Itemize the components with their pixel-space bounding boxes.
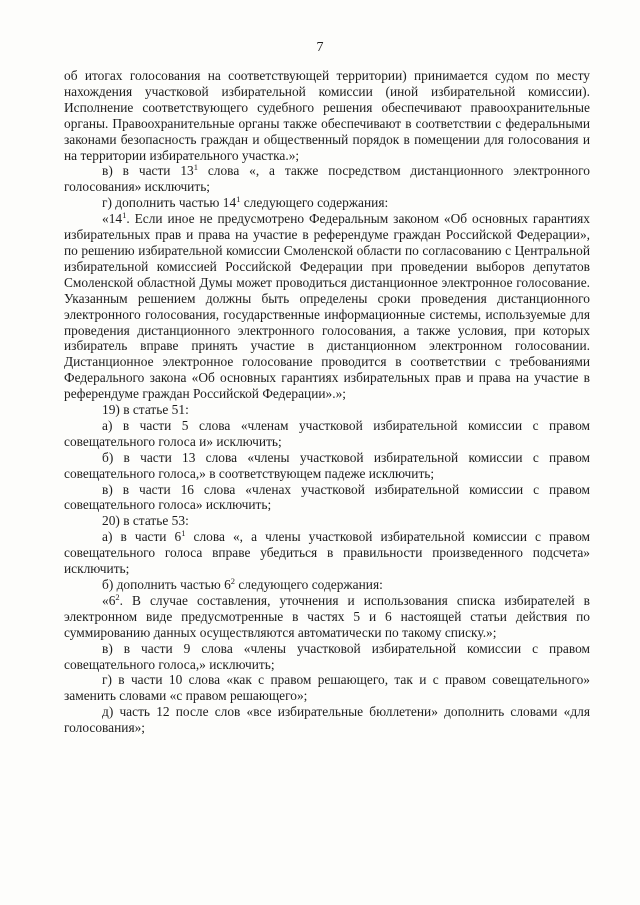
paragraph-item-v-part-13-1: в) в части $13^1$ слова «, а также посредством дистанционного электронного голосования» исключить; (64, 162, 590, 195)
paragraph-item-v-part-9: в) в части 9 слова «члены участковой избирательной комиссии с правом совещательного голоса,» исключить; (64, 640, 590, 672)
paragraph-item-g-add-part-14-1: г) дополнить частью $14^1$ следующего содержания: (102, 194, 389, 211)
paragraph-part-14-1-text: «$14^1$. Если иное не предусмотрено Федеральным законом «Об основных гарантиях избирательных прав и права на участие в референдуме граждан Российской Федерации», по решению избирательной комиссии Смоленской области по согласованию с Центральной избирательной комиссией Российской Федерации при проведении выборов депутатов Смоленской областной Думы может проводиться дистанционное электронное голосование. Указанным решением должны быть определены сроки проведения дистанционного электронного голосования, государственные информационные системы, используемые для проведения дистанционного электронного голосования, а также условия, при которых избиратель вправе принять участие в дистанционном электронном голосовании. Дистанционное электронное голосование проводится в соответствии с требованиями Федерального закона «Об основных гарантиях избирательных прав и права на участие в референдуме граждан Российской Федерации».»; (64, 210, 590, 402)
paragraph-item-a-part-5: а) в части 5 слова «членам участковой избирательной комиссии с правом совещательного голоса и» исключить; (64, 417, 590, 449)
page-number: 7 (316, 40, 324, 55)
paragraph-item-19-article-51: 19) в статье 51: (102, 402, 189, 418)
paragraph-item-b-part-13: б) в части 13 слова «члены участковой избирательной комиссии с правом совещательного голоса,» в соответствующем падеже исключить; (64, 449, 590, 481)
paragraph-item-20-article-53: 20) в статье 53: (102, 513, 189, 529)
paragraph-part-6-2-text: «$6^2$. В случае составления, уточнения и использования списка избирателей в электронном виде предусмотренные в частях 5 и 6 настоящей статьи действия по суммированию данных осуществляются автоматически по такому списку.»; (64, 591, 590, 640)
paragraph-item-d-part-12: д) часть 12 после слов «все избирательные бюллетени» дополнить словами «для голосования»; (64, 704, 590, 736)
paragraph-item-b-add-part-6-2: б) дополнить частью $6^2$ следующего содержания: (102, 576, 383, 592)
paragraph-item-g-part-10: г) в части 10 слова «как с правом решающего, так и с правом совещательного» заменить словами «с правом решающего»; (64, 672, 590, 704)
paragraph-continuation: об итогах голосования на соответствующей территории) принимается судом по месту нахождения участковой избирательной комиссии (иной избирательной комиссии). Исполнение соответствующего судебного решения обеспечивают правоохранительные органы. Правоохранительные органы также обеспечивают в соответствии с федеральными законами безопасность граждан и общественный порядок в помещении для голосования и на территории избирательного участка.»; (64, 68, 590, 163)
document-body (64, 68, 590, 736)
paragraph-item-a-part-6-1: а) в части $6^1$ слова «, а члены участковой избирательной комиссии с правом совещательного голоса вправе убедиться в правильности произведенного подсчета» исключить; (64, 528, 590, 577)
paragraph-item-v-part-16: в) в части 16 слова «членах участковой избирательной комиссии с правом совещательного голоса» исключить; (64, 481, 590, 513)
